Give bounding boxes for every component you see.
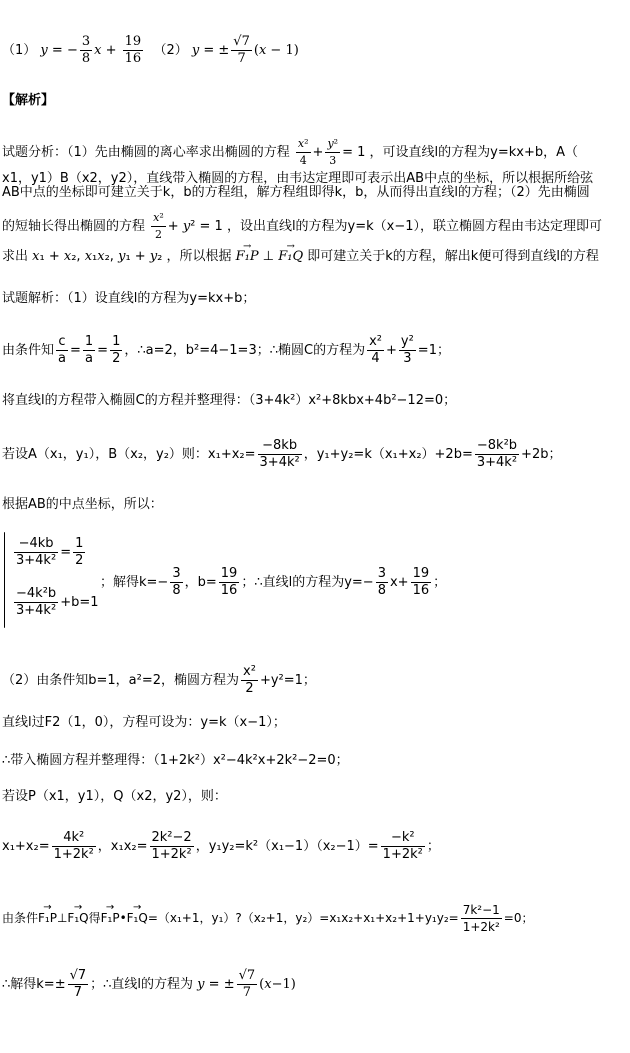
part2-label: （2） bbox=[153, 43, 188, 58]
solution-midpoint: 根据AB的中点坐标，所以： bbox=[2, 497, 163, 512]
part1-label: （1） bbox=[2, 43, 37, 58]
part2-final: ∴解得k=± $\frac{√7}{7}$ ；∴直线l的方程为 y = ± $\frac{√7}{7}$ (x−1) bbox=[2, 968, 296, 1000]
analysis-line-5: 求出 x₁ + x₂, x₁x₂, y₁ + y₂ ，所以根据 → F₁P ⊥ → F₁Q 即可建立关于k的方程，解出k便可得到直线l的方程 bbox=[2, 248, 599, 266]
part2-substitute: ∴带入椭圆方程并整理得：（1+2k²）x²−4k²x+2k²−2=0； bbox=[2, 753, 349, 768]
part2-condition: （2）由条件知b=1，a²=2，椭圆方程为 $\frac{\text{x²}}{2}$ +y²=1； bbox=[2, 664, 316, 696]
system-eq-1: $\frac{-4kb}{\text{3+4k²}}$ = $\frac{1}{2}$ bbox=[16, 536, 84, 568]
solution-vieta: 若设A（x₁，y₁），B（x₂，y₂）则：x₁+x₂= $\frac{-8kb}{\text{3+4k²}}$ ，y₁+y₂=k（x₁+x₂）+2b= $\frac{\text{−8k²b}}{\text{3+4k²}}$ +2b； bbox=[2, 438, 562, 470]
part2-vieta: x₁+x₂= $\frac{\text{4k²}}{\text{1+2k²}}$ ，x₁x₂= $\frac{\text{2k²−2}}{\text{1+2k²}}$ ，y₁y₂=k²（x₁−1）（x₂−1）= $\frac{\text{−k²}}{\text{1+2k²}}$ ； bbox=[2, 830, 440, 862]
solution-substitute: 将直线l的方程带入椭圆C的方程并整理得：（3+4k²）x²+8kbx+4b²−12=0； bbox=[2, 393, 457, 408]
system-brace bbox=[4, 532, 5, 628]
analysis-line-2: x1，y1）B（x2，y2），直线带入椭圆的方程，由韦达定理即可表示出AB中点的坐标，所以根据所给弦 bbox=[2, 171, 594, 186]
solution-condition: 由条件知 $\frac{c}{a}$ = $\frac{1}{a}$ = $\frac{1}{2}$ ，∴a=2，b²=4−1=3；∴椭圆C的方程为 $\frac{\text{x²}}{4}$ + $\frac{\text{y²}}{3}$ =1； bbox=[2, 334, 450, 366]
part2-line: 直线l过F2（1，0），方程可设为：y=k（x−1）； bbox=[2, 715, 286, 730]
section-heading: 【解析】 bbox=[2, 93, 55, 108]
part2-dot: 由条件→ F₁P⊥→ F₁Q得→ F₁P•→ F₁Q=（x₁+1，y₁）?（x₂+1，y₂）=x₁x₂+x₁+x₂+1+y₁y₂= $\frac{\text{7k²−1}}{\text{1+2k²}}$ =0； bbox=[2, 902, 534, 935]
system-eq-2: $\frac{\text{−4k²b}}{\text{3+4k²}}$ +b=1 bbox=[16, 586, 99, 618]
part2-set: 若设P（x1，y1），Q（x2，y2），则： bbox=[2, 789, 227, 804]
analysis-line-3: AB中点的坐标即可建立关于k，b的方程组，解方程组即得k，b，从而得出直线l的方程；（2）先由椭圆 bbox=[2, 185, 590, 200]
system-result: ；解得k=− $\frac{3}{8}$ ，b= $\frac{19}{16}$ ；∴直线l的方程为y=− $\frac{3}{8}$ x+ $\frac{19}{16}$ ； bbox=[100, 566, 447, 598]
analysis-line-4: 的短轴长得出椭圆的方程 $\frac{\text{x²}}{2}$ + y² = 1 ，设出直线l的方程为y=k（x−1），联立椭圆方程由韦达定理即可 bbox=[2, 211, 603, 241]
analysis-line-1: 试题分析：（1）先由椭圆的离心率求出椭圆的方程 $\frac{\text{x²}}{4}$ + $\frac{\text{y²}}{3}$ = 1 ，可设直线l的方程为y=kx+b，A（ bbox=[2, 137, 578, 167]
solution-heading: 试题解析：（1）设直线l的方程为y=kx+b； bbox=[2, 291, 256, 306]
answer-line: （1） y = − $\frac{3}{8}$ x + $\frac{19}{16}$ （2） y = ± $\frac{√7}{7}$ (x − 1) bbox=[2, 34, 299, 66]
